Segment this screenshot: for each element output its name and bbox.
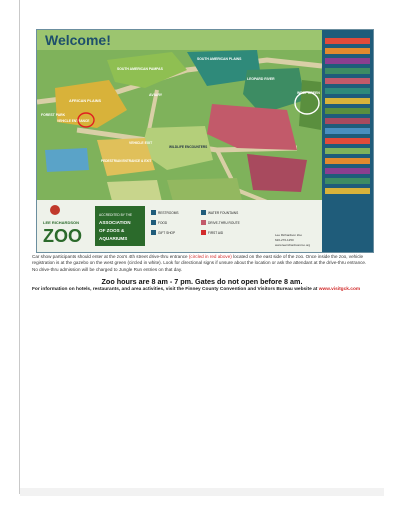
map-title: Welcome! (45, 32, 111, 48)
drive-thru-route-icon (201, 220, 206, 225)
area-label: VEHICLE EXIT (129, 141, 153, 145)
area-label: WEST GREEN (297, 91, 320, 95)
water-fountain-icon (201, 210, 206, 215)
food-icon (151, 220, 156, 225)
legend-item: DRIVE-THRU ROUTE (208, 221, 240, 225)
zoo-name: ZOO (43, 226, 82, 246)
caption (32, 254, 372, 273)
caption-red-note: (circled in red above) (188, 254, 232, 259)
area-label: WILDLIFE ENCOUNTERS (169, 145, 208, 149)
zoo-logo-icon (50, 205, 60, 215)
left-margin-rule (19, 0, 20, 494)
area-label: AVIARY (149, 93, 163, 97)
area-label: LEOPARD RIVER (247, 77, 275, 81)
aza-line: OF ZOOS & (99, 228, 125, 233)
visitor-info (32, 287, 372, 292)
map-footer-line: www.leerichardsonzoo.org (275, 243, 311, 247)
aza-line: ACCREDITED BY THE (99, 213, 133, 217)
area-label: SOUTH AMERICAN PAMPAS (117, 67, 163, 71)
aza-line: ASSOCIATION (99, 220, 131, 225)
map-footer-line: 620-276-1250 (275, 238, 294, 242)
zoo-hours: Zoo hours are 8 am - 7 pm. Gates do not open before 8 am. (101, 277, 303, 286)
restroom-icon (151, 210, 156, 215)
area-label: SOUTH AMERICAN PLAINS (197, 57, 242, 61)
visitor-info-link[interactable]: www.visitgck.com (318, 287, 361, 292)
visitor-info-text: For information on hotels, restaurants, and area activities, visit the Finney County Convention and Visitors Bureau website at (32, 287, 318, 292)
zoo-map (36, 29, 374, 253)
area-label: FOREST PARK (41, 113, 66, 117)
page-footer-band (20, 488, 384, 496)
legend-item: WATER FOUNTAINS (208, 211, 239, 215)
map-footer-line: Lee Richardson Zoo (275, 233, 303, 237)
gift-shop-icon (151, 230, 156, 235)
legend-item: FIRST AID (208, 231, 224, 235)
aza-line: AQUARIUMS (99, 236, 128, 241)
caption-text: Car show participants should enter at the zoo's 4th street drive-thru entrance (32, 254, 188, 259)
area-label: VEHICLE ENTRANCE (57, 119, 90, 123)
legend-item: FOOD (158, 221, 168, 225)
legend-item: RESTROOMS (158, 211, 179, 215)
zoo-name-top: LEE RICHARDSON (43, 220, 80, 225)
area-label: AFRICAN PLAINS (69, 99, 102, 103)
caption-text-cont: located on the east side of the zoo. Once inside the zoo, vehicle registration is at the gazebo on the west green (circled in white). Look for directional signs if unsure about the location or ask the attendant at the drive-thru entrance. No drive-thru admission will be charged to Jungle Run entries on that day. (32, 254, 367, 272)
legend-item: GIFT SHOP (158, 231, 176, 235)
area-label: PEDESTRIAN ENTRANCE & EXIT (101, 159, 152, 163)
first-aid-icon (201, 230, 206, 235)
